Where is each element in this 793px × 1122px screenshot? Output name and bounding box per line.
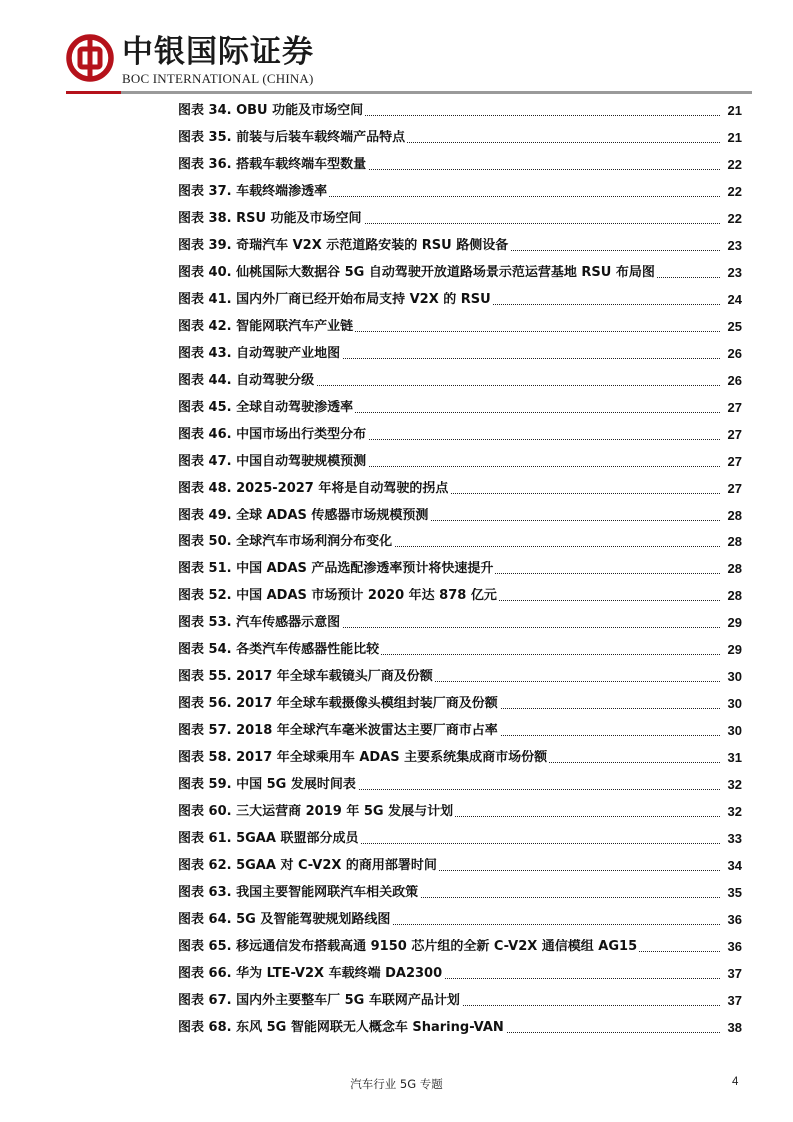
toc-entry[interactable] (178, 986, 742, 1013)
toc-entry-label: 图表 58. 2017 年全球乘用车 ADAS 主要系统集成商市场份额 (178, 750, 548, 766)
toc-entry-label: 图表 42. 智能网联汽车产业链 (178, 318, 354, 334)
toc-entry-text (178, 319, 720, 335)
toc-entry-page: 25 (727, 318, 742, 334)
toc-entry[interactable] (178, 96, 742, 123)
toc-entry-label: 图表 47. 中国自动驾驶规模预测 (178, 453, 367, 469)
toc-entry-text (178, 346, 720, 362)
toc-entry-text (178, 157, 720, 173)
toc-entry-page: 28 (727, 507, 742, 523)
toc-entry[interactable] (178, 797, 742, 824)
table-of-figures (178, 96, 742, 1040)
toc-entry-text (178, 184, 720, 200)
toc-entry-text (178, 858, 720, 874)
toc-entry-page: 21 (727, 102, 742, 118)
toc-entry-label: 图表 38. RSU 功能及市场空间 (178, 210, 362, 226)
toc-entry-page: 28 (727, 588, 742, 604)
toc-entry-text (178, 400, 720, 416)
toc-entry-text (178, 427, 720, 443)
toc-entry-page: 27 (727, 399, 742, 415)
toc-entry-text (178, 831, 720, 847)
toc-entry-label: 图表 41. 国内外厂商已经开始布局支持 V2X 的 RSU (178, 291, 491, 307)
toc-entry[interactable] (178, 231, 742, 258)
toc-entry-label: 图表 60. 三大运营商 2019 年 5G 发展与计划 (178, 804, 454, 820)
toc-entry[interactable] (178, 150, 742, 177)
toc-entry-page: 32 (727, 804, 742, 820)
toc-entry-page: 37 (727, 965, 742, 981)
toc-entry-page: 27 (727, 453, 742, 469)
toc-entry-text (178, 696, 720, 712)
toc-entry-label: 图表 49. 全球 ADAS 传感器市场规模预测 (178, 507, 429, 523)
toc-entry-text (178, 777, 720, 793)
toc-entry-page: 36 (727, 912, 742, 928)
toc-entry-label: 图表 64. 5G 及智能驾驶规划路线图 (178, 912, 391, 928)
toc-entry[interactable] (178, 447, 742, 474)
toc-entry-page: 23 (727, 264, 742, 280)
footer-title: 汽车行业 5G 专题 (350, 1077, 443, 1091)
toc-entry-text (178, 1020, 720, 1036)
toc-entry-text (178, 885, 720, 901)
header-rule (121, 91, 752, 94)
toc-entry-page: 38 (727, 1019, 742, 1035)
toc-entry-label: 图表 51. 中国 ADAS 产品选配渗透率预计将快速提升 (178, 561, 494, 577)
toc-entry[interactable] (178, 554, 742, 581)
toc-entry-text (178, 750, 720, 766)
toc-entry-label: 图表 65. 移远通信发布搭载高通 9150 芯片组的全新 C-V2X 通信模组 AG15 (178, 939, 638, 954)
toc-entry-page: 26 (727, 345, 742, 361)
toc-entry-text (178, 481, 720, 497)
toc-entry-label: 图表 56. 2017 年全球车载摄像头模组封装厂商及份额 (178, 696, 498, 712)
toc-entry-page: 23 (727, 237, 742, 253)
toc-entry[interactable] (178, 420, 742, 447)
header-rule-accent (66, 91, 121, 94)
toc-entry[interactable] (178, 959, 742, 986)
toc-entry-text (178, 588, 720, 604)
toc-entry-label: 图表 61. 5GAA 联盟部分成员 (178, 831, 359, 847)
company-name-en: BOC INTERNATIONAL (CHINA) (122, 71, 314, 86)
toc-entry[interactable] (178, 716, 742, 743)
footer-page-number: 4 (732, 1076, 739, 1088)
toc-entry[interactable] (178, 123, 742, 150)
toc-entry[interactable] (178, 932, 742, 959)
toc-entry-label: 图表 48. 2025-2027 年将是自动驾驶的拐点 (178, 480, 449, 496)
toc-entry-text (178, 615, 720, 631)
toc-entry-page: 30 (727, 723, 742, 739)
toc-entry[interactable] (178, 770, 742, 797)
toc-entry-text (178, 912, 720, 928)
toc-entry-text (178, 265, 720, 281)
toc-entry[interactable] (178, 662, 742, 689)
toc-entry-label: 图表 37. 车载终端渗透率 (178, 183, 328, 199)
toc-entry[interactable] (178, 689, 742, 716)
toc-entry-label: 图表 36. 搭载车载终端车型数量 (178, 156, 367, 172)
toc-entry-page: 35 (727, 885, 742, 901)
toc-entry[interactable] (178, 204, 742, 231)
toc-entry-page: 24 (727, 291, 742, 307)
toc-entry[interactable] (178, 581, 742, 608)
toc-entry-label: 图表 50. 全球汽车市场利润分布变化 (178, 534, 393, 550)
toc-entry-text (178, 669, 720, 685)
toc-entry[interactable] (178, 824, 742, 851)
toc-entry[interactable] (178, 312, 742, 339)
toc-entry[interactable] (178, 501, 742, 528)
toc-entry-text (178, 561, 720, 577)
toc-entry-page: 30 (727, 669, 742, 685)
toc-entry-text (178, 993, 720, 1009)
toc-entry-page: 27 (727, 426, 742, 442)
toc-entry[interactable] (178, 851, 742, 878)
toc-entry[interactable] (178, 339, 742, 366)
page-header (0, 0, 793, 96)
toc-entry[interactable] (178, 393, 742, 420)
toc-entry[interactable] (178, 258, 742, 285)
toc-entry[interactable] (178, 878, 742, 905)
toc-entry-page: 32 (727, 777, 742, 793)
toc-entry-page: 21 (727, 129, 742, 145)
toc-entry-page: 37 (727, 992, 742, 1008)
toc-entry-text (178, 292, 720, 308)
toc-entry-label: 图表 39. 奇瑞汽车 V2X 示范道路安装的 RSU 路侧设备 (178, 237, 509, 253)
company-name-cn: 中银国际证券 (122, 34, 314, 70)
toc-entry-label: 图表 44. 自动驾驶分级 (178, 372, 315, 388)
toc-entry-label: 图表 45. 全球自动驾驶渗透率 (178, 399, 354, 415)
toc-entry[interactable] (178, 528, 742, 555)
toc-entry-page: 27 (727, 480, 742, 496)
toc-entry-text (178, 723, 720, 739)
toc-entry-label: 图表 67. 国内外主要整车厂 5G 车联网产品计划 (178, 992, 460, 1008)
toc-entry-text (178, 103, 720, 119)
toc-entry-page: 22 (727, 156, 742, 172)
toc-entry[interactable] (178, 366, 742, 393)
toc-entry-label: 图表 54. 各类汽车传感器性能比较 (178, 642, 380, 658)
toc-entry-text (178, 454, 720, 470)
toc-entry-page: 30 (727, 696, 742, 712)
toc-entry-label: 图表 63. 我国主要智能网联汽车相关政策 (178, 885, 419, 901)
boc-logo-icon (66, 34, 114, 82)
toc-entry[interactable] (178, 474, 742, 501)
toc-entry-label: 图表 68. 东风 5G 智能网联无人概念车 Sharing-VAN (178, 1019, 504, 1035)
toc-entry-text (178, 966, 720, 982)
toc-entry-text (178, 238, 720, 254)
toc-entry-text (178, 939, 720, 955)
toc-entry-text (178, 804, 720, 820)
toc-entry-page: 31 (727, 750, 742, 766)
toc-entry-page: 22 (727, 183, 742, 199)
toc-entry-label: 图表 62. 5GAA 对 C-V2X 的商用部署时间 (178, 858, 437, 874)
toc-entry-page: 28 (727, 534, 742, 550)
toc-entry-page: 28 (727, 561, 742, 577)
toc-entry-page: 36 (727, 939, 742, 954)
toc-entry-label: 图表 46. 中国市场出行类型分布 (178, 426, 367, 442)
toc-entry-label: 图表 52. 中国 ADAS 市场预计 2020 年达 878 亿元 (178, 588, 497, 604)
toc-entry-text (178, 642, 720, 658)
toc-entry-text (178, 508, 720, 524)
toc-entry-text (178, 130, 720, 146)
toc-entry-label: 图表 34. OBU 功能及市场空间 (178, 102, 364, 118)
toc-entry[interactable] (178, 285, 742, 312)
toc-entry-label: 图表 57. 2018 年全球汽车毫米波雷达主要厂商市占率 (178, 723, 498, 739)
toc-entry-page: 29 (727, 615, 742, 631)
toc-entry[interactable] (178, 635, 742, 662)
toc-entry[interactable] (178, 1013, 742, 1040)
toc-entry[interactable] (178, 905, 742, 932)
toc-entry-label: 图表 55. 2017 年全球车载镜头厂商及份额 (178, 669, 433, 685)
toc-entry-text (178, 534, 720, 550)
toc-entry-text (178, 211, 720, 227)
toc-entry-text (178, 373, 720, 389)
toc-entry[interactable] (178, 743, 742, 770)
toc-entry-page: 33 (727, 831, 742, 847)
toc-entry-label: 图表 40. 仙桃国际大数据谷 5G 自动驾驶开放道路场景示范运营基地 RSU 布局图 (178, 264, 655, 280)
toc-entry-label: 图表 43. 自动驾驶产业地图 (178, 345, 341, 361)
toc-entry-page: 26 (727, 372, 742, 388)
toc-entry-page: 22 (727, 210, 742, 226)
toc-entry-page: 29 (727, 642, 742, 658)
toc-entry[interactable] (178, 608, 742, 635)
toc-entry-label: 图表 59. 中国 5G 发展时间表 (178, 777, 356, 793)
toc-entry[interactable] (178, 177, 742, 204)
toc-entry-label: 图表 66. 华为 LTE-V2X 车载终端 DA2300 (178, 965, 443, 981)
toc-entry-label: 图表 35. 前装与后装车载终端产品特点 (178, 129, 406, 145)
toc-entry-page: 34 (727, 858, 742, 874)
toc-entry-label: 图表 53. 汽车传感器示意图 (178, 615, 341, 631)
